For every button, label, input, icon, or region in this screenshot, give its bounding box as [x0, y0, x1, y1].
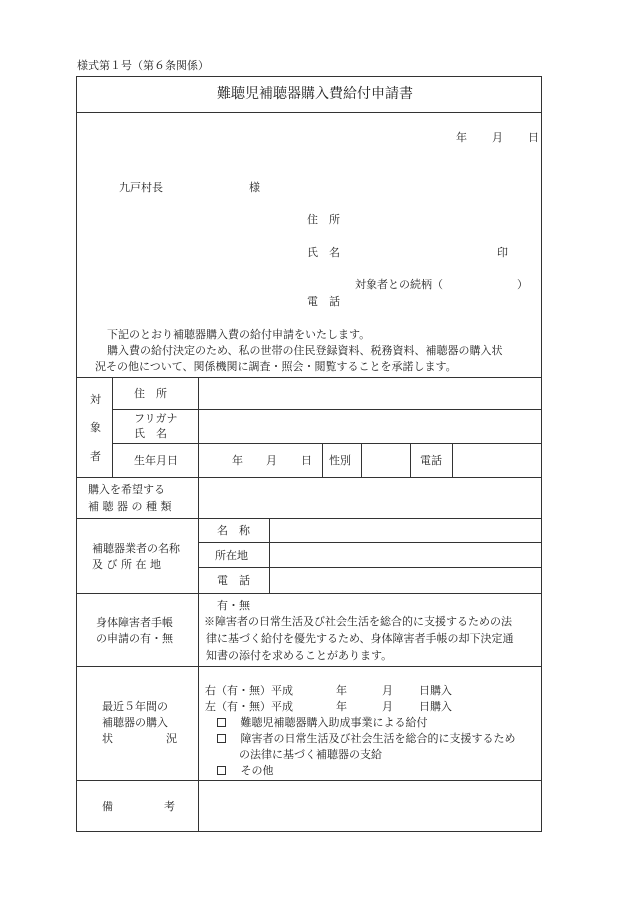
date-month: 月: [492, 131, 503, 144]
vendor-row-divider-2: [198, 567, 542, 568]
sex-label-right: [361, 443, 362, 477]
history-divider: [76, 780, 542, 781]
history-right-purchase: 日購入: [419, 684, 452, 697]
handbook-label-2: の申請の有・無: [96, 632, 173, 645]
form-code: 様式第１号（第６条関係）: [77, 59, 209, 72]
history-option-2: [217, 733, 516, 744]
applicant-phone-label: 電 話: [307, 295, 340, 308]
option-3-label: その他: [240, 764, 274, 777]
option-1-checkbox[interactable]: [217, 718, 226, 727]
dob-day: 日: [301, 454, 312, 467]
date-day: 日: [528, 131, 539, 144]
vendor-name-label: 名 称: [217, 524, 250, 537]
handbook-note-2: 律に基づく給付を優先するため、身体障害者手帳の却下決定通: [206, 632, 514, 645]
history-right-ear: 右（有・無）平成: [205, 684, 293, 697]
vendor-row-divider-1: [198, 542, 542, 543]
phone-label-right: [452, 443, 453, 477]
vendor-location-label: 所在地: [215, 549, 248, 562]
sex-label-left: [322, 443, 323, 477]
device-type-label-1: 購入を希望する: [88, 483, 165, 496]
applicant-name-label: 氏 名: [307, 246, 340, 259]
vendor-label-2: 及 び 所 在 地: [92, 558, 161, 571]
option-3-checkbox[interactable]: [217, 766, 226, 775]
subject-divider: [76, 477, 542, 478]
handbook-note-1: ※障害者の日常生活及び社会生活を総合的に支援するための法: [204, 615, 512, 628]
subject-row-divider-1: [112, 409, 542, 410]
device-type-label-2: 補 聴 器 の 種 類: [88, 500, 172, 513]
statement-line-2: 購入費の給付決定のため、私の世帯の住民登録資料、税務資料、補聴器の購入状: [107, 344, 503, 357]
option-2-checkbox[interactable]: [217, 734, 226, 743]
device-divider: [76, 518, 542, 519]
handbook-note-3: 知書の添付を求めることがあります。: [206, 649, 393, 662]
subject-address-label: 住 所: [134, 387, 167, 400]
applicant-address-label: 住 所: [307, 213, 340, 226]
history-left-month: 月: [382, 700, 393, 713]
history-option-2-cont: の法律に基づく補聴器の支給: [239, 748, 382, 761]
statement-divider: [76, 377, 542, 378]
subject-dob-label: 生年月日: [134, 454, 178, 467]
subject-phone-label: 電話: [420, 454, 442, 467]
subject-sex-label: 性別: [329, 454, 351, 467]
history-label-1: 最近５年間の: [102, 700, 168, 713]
history-left-purchase: 日購入: [419, 700, 452, 713]
title-divider: [76, 112, 542, 113]
subject-label-divider: [112, 377, 113, 477]
vendor-divider: [76, 593, 542, 594]
subject-label-3: 者: [90, 450, 101, 463]
subject-furigana-label: フリガナ: [134, 412, 178, 425]
history-left-year: 年: [336, 700, 347, 713]
remarks-label-a: 備: [102, 800, 113, 813]
vendor-phone-label: 電 話: [217, 574, 250, 587]
history-option-3: [217, 765, 274, 776]
dob-month: 月: [266, 454, 277, 467]
handbook-label-1: 身体障害者手帳: [96, 616, 173, 629]
addressee-sama: 様: [249, 181, 260, 194]
handbook-answer: 有・無: [217, 599, 250, 612]
option-2-label: 障害者の日常生活及び社会生活を総合的に支援するため: [240, 732, 516, 745]
history-label-3b: 況: [166, 732, 177, 745]
history-left-ear: 左（有・無）平成: [205, 700, 293, 713]
subject-label-2: 象: [90, 421, 101, 434]
history-option-1: [217, 717, 428, 728]
form-title: 難聴児補聴器購入費給付申請書: [217, 86, 413, 102]
date-year: 年: [456, 131, 467, 144]
subject-name-label: 氏 名: [134, 427, 167, 440]
history-label-2: 補聴器の購入: [102, 716, 168, 729]
history-right-month: 月: [382, 684, 393, 697]
vendor-label-1: 補聴器業者の名称: [92, 542, 180, 555]
statement-line-3: 況その他について、関係機関に調査・照会・閲覧することを承諾します。: [95, 360, 457, 373]
statement-line-1: 下記のとおり補聴器購入費の給付申請をいたします。: [107, 328, 371, 341]
seal-mark: 印: [497, 246, 508, 259]
handbook-divider: [76, 666, 542, 667]
history-right-year: 年: [336, 684, 347, 697]
history-label-3a: 状: [102, 732, 113, 745]
addressee-mayor: 九戸村長: [119, 181, 163, 194]
relation-label: 対象者との続柄（: [355, 278, 443, 291]
option-1-label: 難聴児補聴器購入助成事業による給付: [240, 716, 428, 729]
remarks-label-b: 考: [164, 800, 175, 813]
label-column-divider: [198, 377, 199, 832]
subject-row-divider-2: [112, 443, 542, 444]
vendor-sublabel-divider: [269, 518, 270, 593]
phone-label-left: [410, 443, 411, 477]
relation-close: ）: [517, 278, 528, 291]
dob-year: 年: [232, 454, 243, 467]
subject-label-1: 対: [90, 393, 101, 406]
